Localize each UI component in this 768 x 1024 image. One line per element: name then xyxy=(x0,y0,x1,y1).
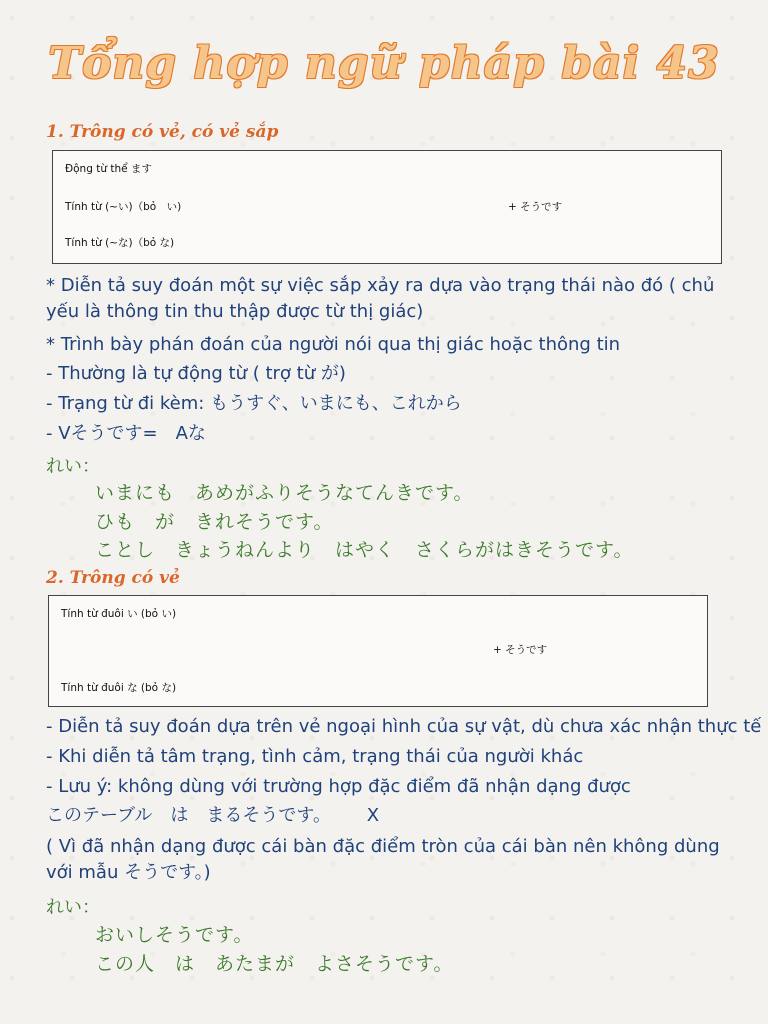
section1-example-label: れい： xyxy=(46,456,100,477)
formula-row-i-adjective: Tính từ đuôi い (bỏ い) xyxy=(61,608,177,620)
formula-row-na-adjective: Tính từ (~な)（bỏ な) xyxy=(65,237,175,249)
section1-line-4: - Trạng từ đi kèm: もうすぐ、いまにも、これから xyxy=(46,393,462,414)
section1-line-2: * Trình bày phán đoán của người nói qua thị giác hoặc thông tin xyxy=(46,334,621,355)
section1-example-2: ひも が きれそうです。 xyxy=(95,511,334,533)
section1-example-3: ことし きょうねんより はやく さくらがはきそうです。 xyxy=(95,539,634,561)
section1-line-1: * Diễn tả suy đoán một sự việc sắp xảy ra dựa vào trạng thái nào đó ( chủ yếu là thông tin thu thập được từ thị giác) xyxy=(46,275,715,322)
formula-row-i-adjective: Tính từ (~い)（bỏ い) xyxy=(65,201,182,213)
section2-example-1: おいしそうです。 xyxy=(95,924,254,946)
section2-line-3: - Lưu ý: không dùng với trường hợp đặc điểm đã nhận dạng được xyxy=(46,776,631,797)
section1-formula-box xyxy=(52,150,722,264)
section2-wrong-example: このテーブル は まるそうです。 xyxy=(46,805,331,826)
wrong-mark: X xyxy=(366,805,380,826)
section1-line-3: - Thường là tự động từ ( trợ từ が) xyxy=(46,363,346,384)
section2-note: ( Vì đã nhận dạng được cái bàn đặc điểm tròn của cái bàn nên không dùng với mẫu そうです。) xyxy=(46,836,720,883)
section2-line-1: - Diễn tả suy đoán dựa trên vẻ ngoại hình của sự vật, dù chưa xác nhận thực tế xyxy=(46,716,762,737)
section1-line-5: - Vそうです= Aな xyxy=(46,423,206,444)
section2-line-2: - Khi diễn tả tâm trạng, tình cảm, trạng thái của người khác xyxy=(46,746,584,767)
formula-row-verb: Động từ thể ます xyxy=(65,163,152,175)
formula-row-na-adjective: Tính từ đuôi な (bỏ な) xyxy=(61,682,177,694)
page-title: Tổng hợp ngữ pháp bài 43 xyxy=(48,38,720,89)
section2-wrong-example-line xyxy=(46,803,736,829)
section2-heading: 2. Trông có vẻ xyxy=(46,568,180,588)
section2-example-label: れい： xyxy=(46,897,100,918)
section1-heading: 1. Trông có vẻ, có vẻ sắp xyxy=(46,122,279,142)
section1-example-1: いまにも あめがふりそうなてんきです。 xyxy=(95,482,474,504)
formula-suffix: + そうです xyxy=(493,644,548,656)
section2-example-2: この人 は あたまが よさそうです。 xyxy=(95,953,454,975)
section2-formula-box xyxy=(48,595,708,707)
formula-suffix: + そうです xyxy=(508,201,563,213)
